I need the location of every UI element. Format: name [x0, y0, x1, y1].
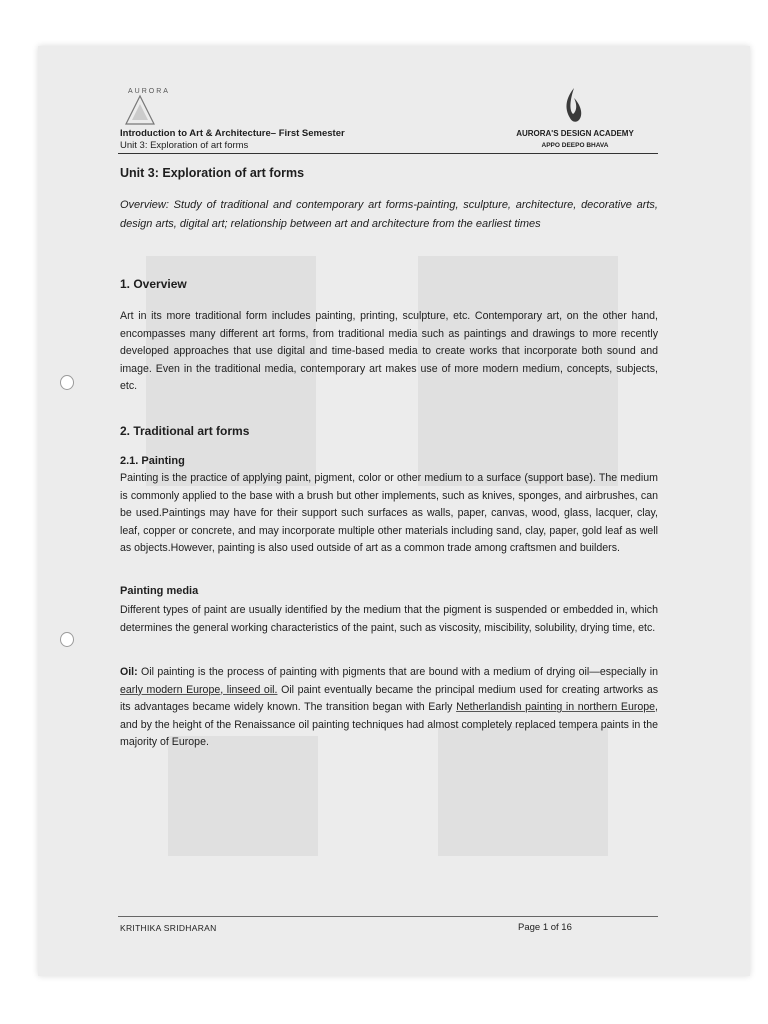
oil-text: Oil paint eventually became the principal medium used for creating artworks as its advantages became widely known. The transition began with Early — [120, 683, 659, 714]
footer-page-number: Page 1 of 16 — [518, 922, 572, 933]
header-right — [510, 128, 640, 152]
section-heading-overview: 1. Overview — [120, 277, 187, 291]
footer-author: KRITHIKA SRIDHARAN — [120, 923, 217, 933]
unit-line: Unit 3: Exploration of art forms — [120, 140, 249, 151]
overview-intro: Overview: Study of traditional and contemporary art forms-painting, sculpture, architecture, decorative arts, design arts, digital art; relationship between art and architecture from the earliest times — [120, 199, 658, 230]
header-left — [120, 128, 345, 152]
aurora-logo — [118, 82, 178, 128]
painting-paragraph: Painting is the practice of applying paint, pigment, color or other medium to a surface (support base). The medium is commonly applied to the base with a brush but other implements, such as knives, sponges, and airbrushes, can be used.Paintings may have for their support such surfaces as walls, paper, canvas, wood, glass, lacquer, clay, leaf, copper or concrete, and may incorporate multiple other materials including sand, clay, paper, gold leaf as well as objects.However, painting is also used outside of art as a common trade among craftsmen and builders. — [120, 472, 658, 555]
oil-label: Oil: — [120, 666, 138, 678]
media-paragraph: Different types of paint are usually identified by the medium that the pigment is suspended or embedded in, which determines the general working characteristics of the paint, such as viscosity, miscibility, solubility, drying time, etc. — [120, 604, 658, 634]
header-divider — [118, 153, 658, 154]
page-title: Unit 3: Exploration of art forms — [120, 166, 305, 180]
oil-text: , and by the height of the Renaissance oil painting techniques had almost completely replaced tempera paints in the majority of Europe. — [120, 701, 658, 749]
oil-link-netherlandish: Netherlandish painting in northern Europe — [456, 701, 656, 714]
flame-logo — [560, 86, 588, 126]
subsection-heading-media: Painting media — [120, 585, 199, 597]
logo-text: AURORA — [128, 88, 170, 95]
section-heading-traditional: 2. Traditional art forms — [120, 424, 250, 438]
academy-motto: APPO DEEPO BHAVA — [541, 142, 609, 149]
oil-paragraph — [120, 664, 658, 752]
oil-text: Oil painting is the process of painting with pigments that are bound with a medium of drying oil—especially in — [137, 666, 658, 678]
course-title: Introduction to Art & Architecture– First Semester — [120, 128, 345, 139]
overview-paragraph: Art in its more traditional form includes painting, printing, sculpture, etc. Contemporary art, on the other hand, encompasses many different art forms, from traditional media such as paintings and drawings to more recently developed approaches that use digital and time-based media to create works that incorporate both sound and image. Even in the traditional media, contemporary art makes use of more modern medium, concepts, subjects, etc. — [120, 310, 658, 393]
subsection-heading-painting: 2.1. Painting — [120, 455, 185, 467]
flame-icon — [560, 86, 588, 126]
footer-divider — [118, 916, 658, 917]
oil-link-linseed: early modern Europe, linseed oil. — [120, 683, 278, 696]
academy-name: AURORA'S DESIGN ACADEMY — [516, 129, 634, 138]
